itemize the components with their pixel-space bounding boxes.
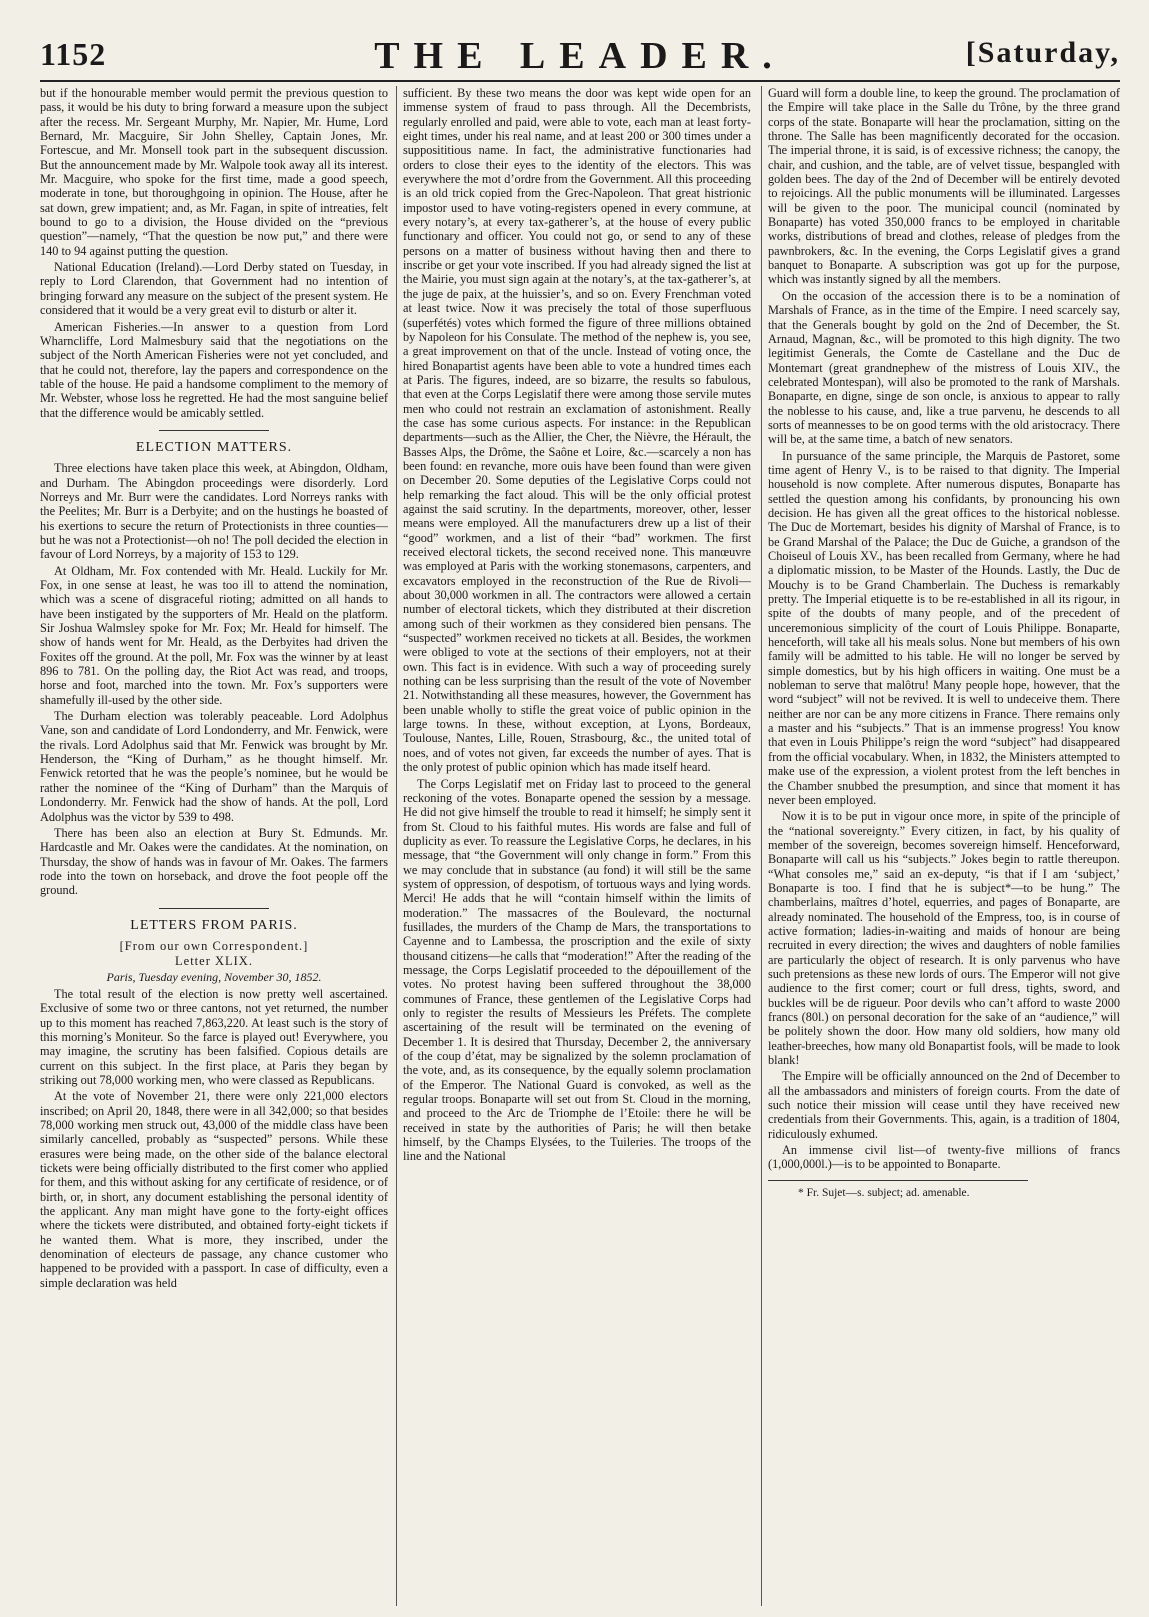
section-subheading: [From our own Correspondent.] <box>119 938 309 953</box>
section-heading: LETTERS FROM PARIS. <box>130 917 298 933</box>
newspaper-title: THE LEADER. <box>374 35 786 77</box>
column-middle <box>403 86 751 1606</box>
paragraph: Now it is to be put in vigour once more, in spite of the principle of the “national sovereignty.” Every citizen, in fact, by his quality of member of the sovereign, becomes sovereign himself. Henceforward, Bonaparte will call us his “subjects.” Jokes begin to rattle thereupon. “What consoles me,” said an ex-deputy, “is that if I am ‘subject,’ Bonaparte is too. I find that he is subject*—to be hung.” The chamberlains, maîtres d’hotel, equerries, and pages of Bonaparte, are already nominated. The household of the Empress, too, is in course of active formation; ladies-in-waiting and maids of honour are being recruited in every direction; the wives and daughters of noble families are particularly the object of research. It is only parvenus who have such pretensions as these new lords of ours. The Emperor will not give audience to the first comer; court or full dress, tights, sword, and buckles will be de rigueur. Poor devils who can’t afford to waste 2000 francs (80l.) on personal decoration for the sake of an “audience,” will be politely shown the door. How many old soldiers, how many old leather-breeches, how many old Bonapartist fools, will be made to look blank! <box>768 809 1120 1068</box>
paragraph: The Durham election was tolerably peaceable. Lord Adolphus Vane, son and candidate of Lord Londonderry, and Mr. Fenwick, were the rivals. Lord Adolphus said that Mr. Fenwick was brought by Mr. Henderson, the “King of Durham,” as he thought himself. Mr. Fenwick retorted that he was the people’s nominee, but he would be rather the nominee of the “King of Durham” than the Marquis of Londonderry. Mr. Fenwick had the show of hands. At the poll, Lord Adolphus was the victor by 539 to 498. <box>40 709 388 824</box>
paragraph: The Corps Legislatif met on Friday last to proceed to the general reckoning of the votes. Bonaparte opened the session by a message. He did not give himself the trouble to read it himself; he simply sent it from St. Cloud to his faithful mutes. His words are false and full of duplicity as ever. To reassure the Legislative Corps, he declares, in his message, that “the Government will only change in form.” From this we may conclude that in substance (au fond) it will still be the same system of oppression, of despotism, of tortuous ways and lying words. Merci! He adds that he will “contain himself within the limits of moderation.” The massacres of the Boulevard, the nocturnal fusillades, the murders of the Champ de Mars, the transportations to Cayenne and to Lambessa, the proscription and the exile of sixty thousand citizens—he calls that “moderation!” After the reading of the message, the Corps Legislatif proceeded to the dépouillement of the votes. No protest having been suffered throughout the 38,000 communes of France, these gentlemen of the Legislative Corps had only to register the results of Messieurs les Préfets. The complete ascertaining of the result will be terminated on the evening of December 1. It is desired that Thursday, December 2, the anniversary of the coup d’état, may be signalized by the solemn proclamation of the vote, and, as its consequence, by the equally solemn proclamation of the Emperor. The National Guard is convoked, as well as the regular troops. Bonaparte will set out from St. Cloud in the morning, and proceed to the Arc de Triomphe de l’Etoile: there he will be received in state by the authorities of Paris; he will then betake himself, by the Champs Elysées, to the Tuileries. The troops of the line and the National <box>403 776 751 1164</box>
paragraph: In pursuance of the same principle, the Marquis de Pastoret, some time agent of Henry V., is to be raised to that dignity. The Imperial household is now complete. After numerous disputes, Bonaparte has settled the question among his confidants, by pronouncing his own decision. He has given all the great offices to the historical noblesse. The Duc de Mortemart, besides his dignity of Marshal of France, is to be Grand Marshal of the Palace; the Duc de Guiche, a grandson of the Choiseul of Louis XV., has been recalled from Germany, where he had a diplomatic mission, to be Master of the Hounds. Lastly, the Duc de Mouchy is to be Grand Chamberlain. The Duchess is remarkably pretty. The Imperial etiquette is to be re-established in all its rigour, in spite of the doubts of many people, and of the precedent of unceremonious simplicity of the court of Louis Philippe. Bonaparte, henceforth, will take all his meals solus. None but members of his own family will be admitted to his table. He will no longer be served by simple domestics, but by his high officers in waiting. One must be a nobleman to serve that malôtru! Many people hope, however, that the word “subject” will not be revived. It is well to undeceive them. There neither are nor can be any more citizens in France. There remains only a master and his “subjects.” That is an immense progress! You know that even in Louis Philippe’s reign the word “subject” had disappeared from the official vocabulary. When, in 1832, the Ministers attempted to make use of the expression, a violent protest from the left benches in the Chamber snubbed the presumption, and since that moment it has never been employed. <box>768 448 1120 807</box>
paragraph: There has been also an election at Bury St. Edmunds. Mr. Hardcastle and Mr. Oakes were the candidates. At the nomination, on Thursday, the show of hands was in favour of Mr. Oakes. The farmers rode into the town on horseback, and drove the foot people off the ground. <box>40 825 388 898</box>
letter-dateline: Paris, Tuesday evening, November 30, 1852. <box>106 969 322 984</box>
page-number: 1152 <box>40 36 107 72</box>
paragraph: American Fisheries.—In answer to a question from Lord Wharncliffe, Lord Malmesbury said that the negotiations on the subject of the North American Fisheries were not yet concluded, and that he could not, therefore, lay the papers and correspondence on the table of the house. He paid a handsome compliment to the memory of Mr. Webster, whose loss he regretted. He had the most sanguine belief that the difference would be amicably settled. <box>40 319 388 420</box>
masthead <box>40 36 1120 82</box>
paragraph: National Education (Ireland).—Lord Derby stated on Tuesday, in reply to Lord Clarendon, that Government had no intention of bringing forward any measure on the subject of the present system. He considered that it would be a very great evil to disturb or alter it. <box>40 260 388 318</box>
letter-number: Letter XLIX. <box>175 954 253 969</box>
section-divider <box>159 908 269 909</box>
column-left <box>40 86 388 1606</box>
paragraph: At Oldham, Mr. Fox contended with Mr. Heald. Luckily for Mr. Fox, in one sense at least, he was too ill to attend the nomination, which was a scene of disgraceful rioting; admitted on all hands to have been instigated by the supporters of Mr. Heald on the platform. Sir Joshua Walmsley spoke for Mr. Fox; Mr. Heald for himself. The show of hands went for Mr. Heald, as the Derbyites had driven the Foxites off the ground. At the poll, Mr. Fox was the winner by at least 896 to 781. On the polling day, the Riot Act was read, and troops, horse and foot, marched into the town. Mr. Fox’s supporters were shamefully ill-used by the other side. <box>40 563 388 707</box>
paragraph: but if the honourable member would permit the previous question to pass, it would be his duty to bring forward a measure upon the subject after the recess. Mr. Sergeant Murphy, Mr. Napier, Mr. Hume, Lord Bernard, Mr. Macguire, Sir John Shelley, Captain Jones, Mr. Fortescue, and Mr. Monsell took part in the subsequent discussion. But the announcement made by Mr. Walpole took away all its interest. Mr. Macguire, who spoke for the first time, made a good speech, moderate in tone, but thoroughgoing in opinion. The House, after he sat down, grew impatient; and, as Mr. Fagan, in spite of intreaties, felt bound to go to a division, the House divided on the “previous question”—namely, “That the question be now put,” and there were 140 to 94 against putting the question. <box>40 86 388 258</box>
column-rule <box>761 86 762 1606</box>
column-right <box>768 86 1120 1606</box>
paragraph: On the occasion of the accession there is to be a nomination of Marshals of France, as in the time of the Empire. I need scarcely say, that the Generals bought by gold on the 2nd of December, the St. Arnaud, Magnan, &c., will be promoted to this high dignity. The two legitimist Generals, the Comte de Castellane and the Duc de Montemart (great grandnephew of the mistress of Louis XIV., the celebrated Montespan), will also be promoted to the rank of Marshals. Bonaparte, en digne, singe de son oncle, is anxious to appear to rally the noblesse to his cause, and, like a true parvenu, he descends to all sorts of meannesses to be on good terms with the old aristocracy. There will be, at the same time, a batch of new senators. <box>768 288 1120 447</box>
paragraph: At the vote of November 21, there were only 221,000 electors inscribed; on April 20, 1848, there were in all 342,000; so that besides 78,000 working men struck out, 43,000 of the middle class have been similarly cancelled, probably as “suspected” persons. While these erasures were being made, on the other side of the balance electoral tickets were being officially distributed to the first comer who applied for them, and this without asking for any certificate of residence, or of birth, or, in short, any document establishing the personal identity of the applicant. Any man might have gone to the forty-eight offices where the tickets were distributed, and obtained forty-eight tickets if he wanted them. What is more, they inscribed, under the denomination of electeurs de passage, any chance customer who happened to be provided with a passport. In case of difficulty, even a simple declaration was held <box>40 1089 388 1290</box>
section-divider <box>159 430 269 431</box>
paragraph: An immense civil list—of twenty-five millions of francs (1,000,000l.)—is to be appointed to Bonaparte. <box>768 1143 1120 1172</box>
paragraph: The total result of the election is now pretty well ascertained. Exclusive of some two or three cantons, not yet returned, the number up to this moment has reached 7,863,220. At least such is the story of this morning’s Moniteur. So the farce is played out! Everywhere, you may imagine, the scrutiny has been falsified. Copious details are current on this subject. In the first place, at Paris they began by striking out 78,000 working men, who were classed as Republicans. <box>40 986 388 1087</box>
column-rule <box>396 86 397 1606</box>
footnote: * Fr. Sujet—s. subject; ad. amenable. <box>798 1186 970 1199</box>
paragraph: sufficient. By these two means the door was kept wide open for an immense system of fraud to pass through. All the Decembrists, regularly enrolled and paid, were able to vote, each man at least forty-eight times, under his real name, and at least 200 or 300 times under a supposititious name. In fact, the administrative functionaries had orders to close their eyes to the identity of the electors. This was everywhere the mot d’ordre from the Government. All this proceeding is an old trick copied from the Grec-Napoleon. That great histrionic impostor used to have voting-registers opened in every commune, at every notary’s, at every tax-gatherer’s, at the house of every public functionary and officer. You could not go, or send to any of these persons on a matter of business without having then and there to inscribe or get your vote inscribed. If you had already signed the list at the Mairie, you must sign again at the notary’s, at the tax-gatherer’s, at the juge de paix, at the huissier’s, and so on. Every Frenchman voted at least twice. Now it was precisely the total of those superfluous (superfétés) votes which formed the figure of three millions obtained by Napoleon for his Consulate. The method of the nephew is, you see, a great improvement on that of the uncle. Instead of voting once, the hired Bonapartist agents have been able to vote a hundred times each at Paris. The figures, indeed, are so bizarre, the results so fabulous, that even at the Corps Legislatif there were among those servile mutes men who could not restrain an exclamation of astonishment. Really the case has some curious aspects. For instance: in the Republican departments—such as the Allier, the Cher, the Nièvre, the Hérault, the Basses Alps, the Drôme, the Saône et Loire, &c.—scarcely a non has been found: en revanche, more ouis have been found than were given on December 20. Some deputies of the Legislative Corps could not help remarking the fact aloud. This will be the only official protest against the said scrutiny. In the departments, moreover, other, lesser means were employed. All the manufacturers drew up a list of their “good” workmen, and a list of their “bad” workmen. The first received electoral tickets, the second received none. This manœuvre was employed at Paris with the working stonemasons, carpenters, and excavators employed in the reconstruction of the Rue de Rivoli—about 30,000 workmen in all. The contractors were allowed a certain number of electoral tickets, which they distributed at their discretion among such of their workmen as they considered bien pensans. The “suspected” workmen received no tickets at all. Besides, the workmen were obliged to vote at the sections of their employers, not at their own. This fact is in evidence. With such a way of proceeding surely nothing can be less surprising than the result of the vote of November 21. Notwithstanding all these measures, however, the Government has been unable wholly to stifle the great voice of public opinion in the large towns. In these, without exception, at Lyons, Bordeaux, Toulouse, Nantes, Lille, Rouen, Strasbourg, &c., the united total of noes, and of votes not given, far exceeds the number of ayes. That is the only protest of public opinion which has made itself heard. <box>403 86 751 775</box>
paragraph: Guard will form a double line, to keep the ground. The proclamation of the Empire will take place in the Salle du Trône, by the three grand corps of the state. Bonaparte will hear the proclamation, sitting on the throne. The Salle has been magnificently decorated for the occasion. The imperial throne, it is said, is of excessive richness; the canopy, the chair, and cushion, and the table, are of velvet tissue, bespangled with golden bees. The day of the 2nd of December will be entirely devoted to rejoicings. All the public monuments will be illuminated. Largesses will be given to the poor. The municipal council (nominated by Bonaparte) has voted 350,000 francs to be employed in charitable works, distributions of bread and clothes, release of pledges from the pawnbrokers, &c. In the evening, the Corps Legislatif gives a grand banquet to Bonaparte. A subscription was got up for the purpose, which was instantly signed by all the members. <box>768 86 1120 287</box>
issue-day: [Saturday, <box>965 36 1120 69</box>
paragraph: Three elections have taken place this week, at Abingdon, Oldham, and Durham. The Abingdon proceedings were disorderly. Lord Norreys and Mr. Burr were the candidates. Lord Norreys ranks with the Peelites; Mr. Burr is a Derbyite; and on the hustings he boasted of his exertions to secure the return of Protectionists in three counties—but he was not a Protectionist—oh no! The poll decided the election in favour of Lord Norreys, by a majority of 153 to 129. <box>40 461 388 562</box>
footnote-divider <box>768 1180 1028 1181</box>
section-heading: ELECTION MATTERS. <box>135 439 293 455</box>
paragraph: The Empire will be officially announced on the 2nd of December to all the ambassadors and ministers of foreign courts. From the date of such notice their mission will cease until they have received new credentials from their Governments. This, again, is a tradition of 1804, ridiculously exhumed. <box>768 1069 1120 1141</box>
